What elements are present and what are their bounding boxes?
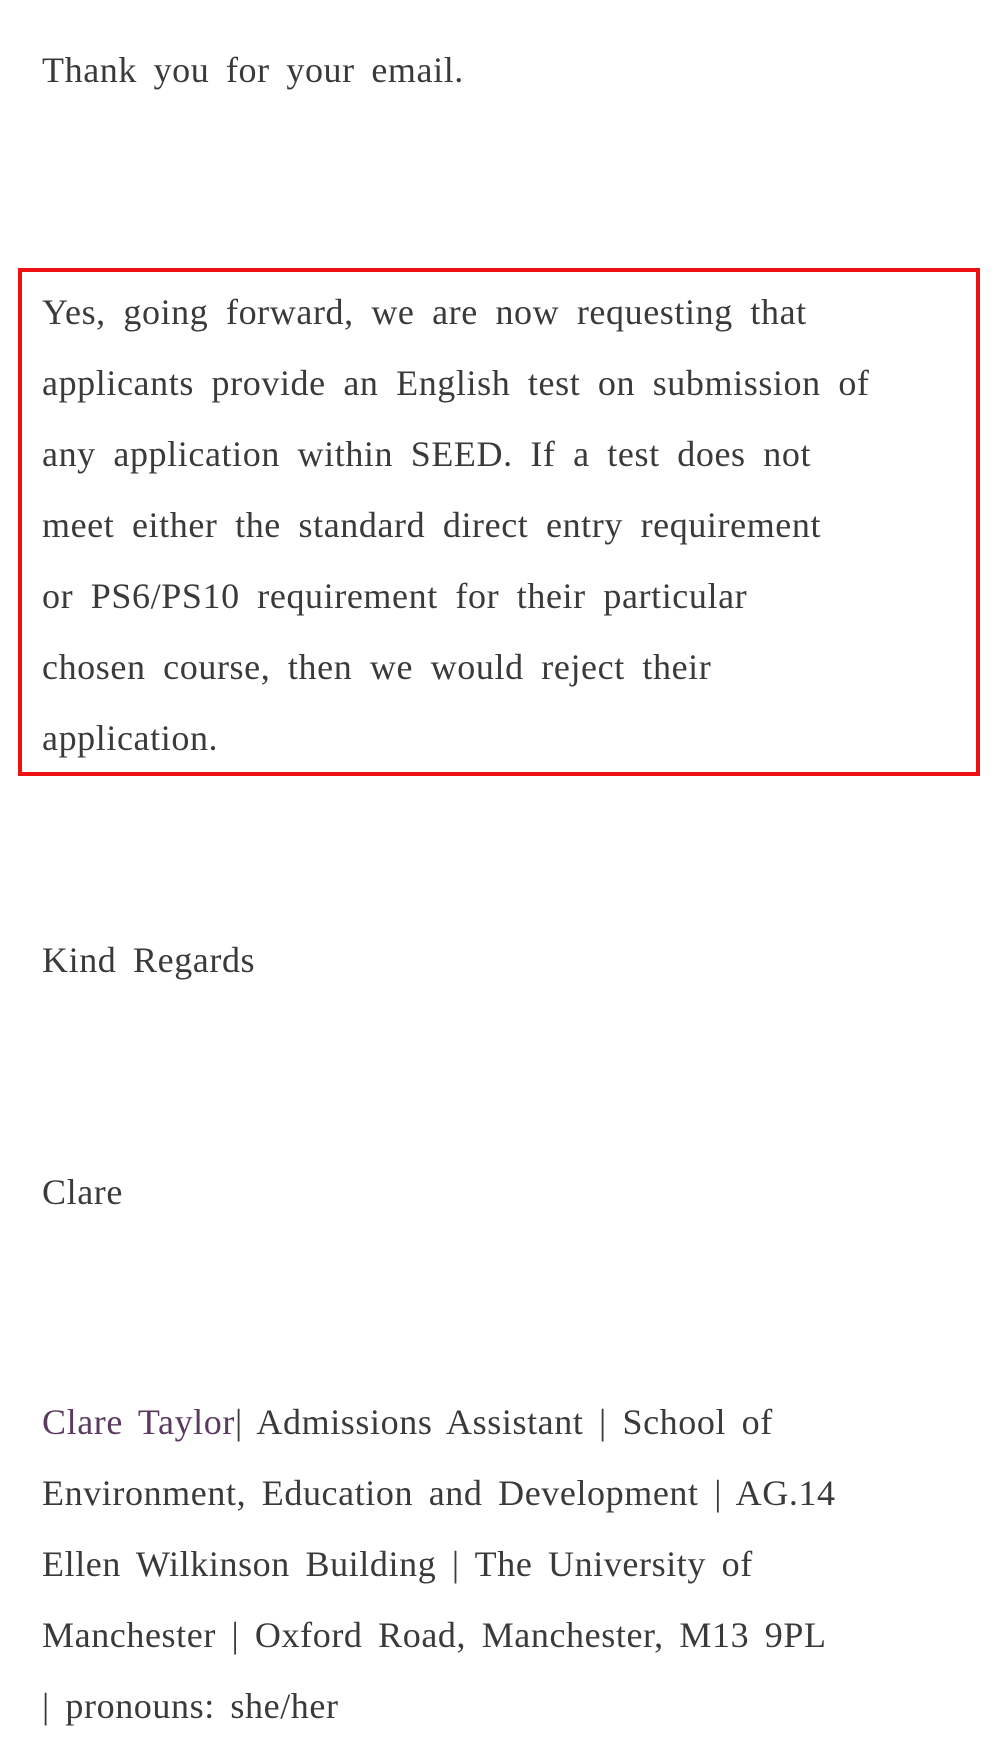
signature-name: Clare Taylor — [42, 1402, 235, 1442]
highlighted-line: chosen course, then we would reject their — [42, 647, 712, 687]
signature-line: | pronouns: she/her — [42, 1686, 339, 1726]
signature-line: Environment, Education and Development | AG.14 — [42, 1473, 836, 1513]
signature-line: Ellen Wilkinson Building | The University of — [42, 1544, 753, 1584]
highlighted-line: any application within SEED. If a test does not — [42, 434, 812, 474]
signature-line: Manchester | Oxford Road, Manchester, M13 9PL — [42, 1615, 827, 1655]
highlighted-line: or PS6/PS10 requirement for their particular — [42, 576, 748, 616]
highlighted-line: application. — [42, 718, 219, 758]
greeting-text: Thank you for your email. — [42, 50, 464, 90]
closing-text: Kind Regards — [42, 940, 256, 980]
highlighted-line: Yes, going forward, we are now requesting that — [42, 292, 807, 332]
sender-first-name: Clare — [42, 1172, 123, 1212]
highlighted-line: applicants provide an English test on submission of — [42, 363, 870, 403]
signature-role: | Admissions Assistant | School of — [234, 1402, 773, 1442]
highlighted-line: meet either the standard direct entry requirement — [42, 505, 822, 545]
signature-line — [42, 1404, 773, 1440]
highlighted-paragraph-box — [18, 268, 980, 776]
